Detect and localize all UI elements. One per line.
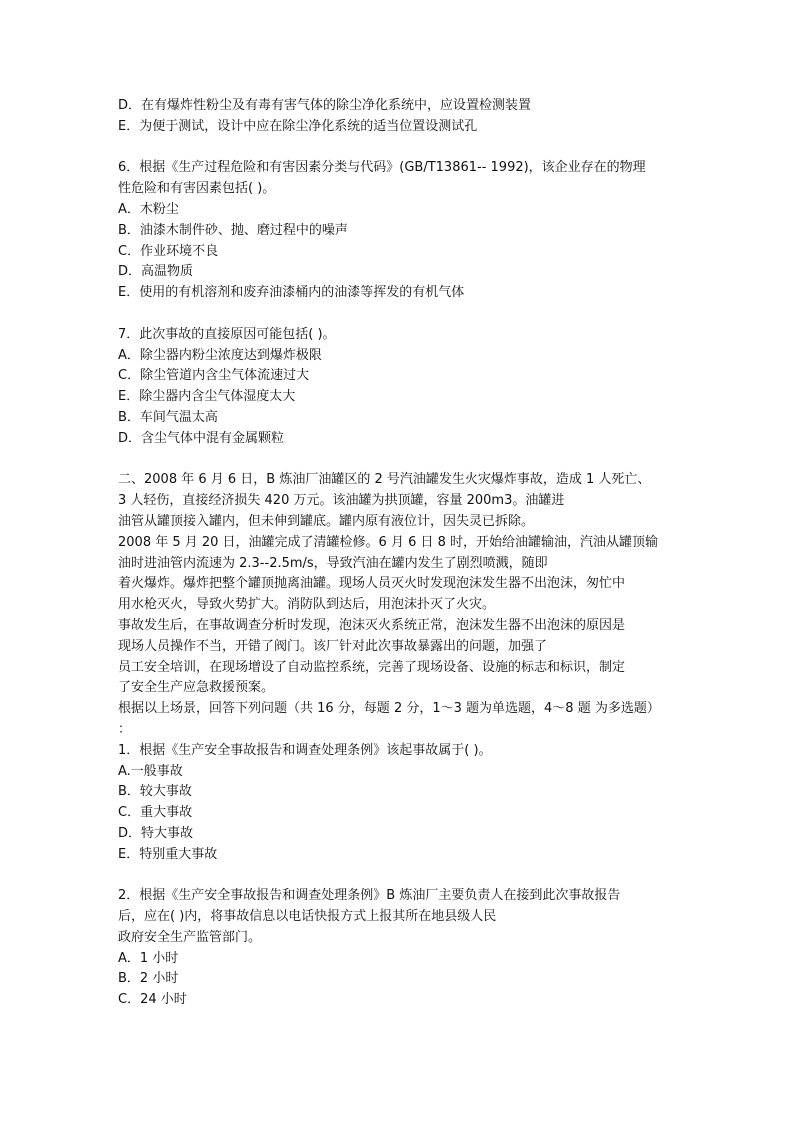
text-line: 2．根据《生产安全事故报告和调查处理条例》B 炼油厂主要负责人在接到此次事故报告 [118, 888, 621, 904]
text-line: 1．根据《生产安全事故报告和调查处理条例》该起事故属于( )。 [118, 742, 492, 758]
text-line: E．除尘器内含尘气体湿度太大 [118, 389, 296, 405]
text-line: 根据以上场景，回答下列问题（共 16 分，每题 2 分，1～3 题为单选题，4～8 题 为多选题） [118, 701, 660, 717]
text-line: C．作业环境不良 [118, 243, 219, 259]
text-line: 事故发生后，在事故调查分析时发现，泡沫灭火系统正常，泡沫发生器不出泡沫的原因是 [118, 617, 626, 633]
text-line: 着火爆炸。爆炸把整个罐顶抛离油罐。现场人员灭火时发现泡沫发生器不出泡沫，匆忙中 [118, 576, 626, 592]
blank-line [118, 304, 688, 325]
text-line: B．车间气温太高 [118, 409, 218, 425]
text-line: 6．根据《生产过程危险和有害因素分类与代码》(GB/T13861-- 1992)，该企业存在的物理 [118, 160, 646, 176]
text-line: B．2 小时 [118, 971, 179, 987]
text-line: C．24 小时 [118, 992, 187, 1008]
text-line: C．重大事故 [118, 805, 193, 821]
text-line: ： [118, 721, 132, 737]
text-line: D．高温物质 [118, 264, 194, 280]
text-line: D．含尘气体中混有金属颗粒 [118, 430, 285, 446]
text-line: 政府安全生产监管部门。 [118, 929, 262, 945]
text-line: B．油漆木制件砂、抛、磨过程中的噪声 [118, 222, 348, 238]
text-line: 7．此次事故的直接原因可能包括( )。 [118, 326, 336, 342]
document-body [118, 96, 688, 1011]
text-line: D．特大事故 [118, 825, 194, 841]
text-line: E．特别重大事故 [118, 846, 218, 862]
text-line: 性危险和有害因素包括( )。 [118, 181, 276, 197]
text-line: 油管从罐顶接入罐内，但未伸到罐底。罐内原有液位计，因失灵已拆除。 [118, 513, 535, 529]
text-line: B．较大事故 [118, 784, 192, 800]
text-line: D．在有爆炸性粉尘及有毒有害气体的除尘净化系统中，应设置检测装置 [118, 98, 532, 113]
text-line: 了安全生产应急救援预案。 [118, 680, 275, 696]
text-line: E．为便于测试，设计中应在除尘净化系统的适当位置设测试孔 [118, 118, 478, 134]
text-line: 用水枪灭火，导致火势扩大。消防队到达后，用泡沫扑灭了火灾。 [118, 597, 496, 613]
blank-line [118, 138, 688, 159]
text-line: 二、2008 年 6 月 6 日，B 炼油厂油罐区的 2 号汽油罐发生火灾爆炸事故，造成 1 人死亡、 [118, 472, 651, 488]
blank-line [118, 865, 688, 886]
text-line: 员工安全培训，在现场增设了自动监控系统，完善了现场设备、设施的标志和标识，制定 [118, 659, 626, 675]
text-line: C．除尘管道内含尘气体流速过大 [118, 368, 310, 384]
text-line: 2008 年 5 月 20 日，油罐完成了清罐检修。6 月 6 日 8 时，开始给油罐输油，汽油从罐顶输 [118, 534, 659, 550]
text-line: 油时进油管内流速为 2.3--2.5m/s，导致汽油在罐内发生了剧烈喷溅，随即 [118, 555, 548, 571]
text-line: A．木粉尘 [118, 201, 179, 217]
text-line: A．除尘器内粉尘浓度达到爆炸极限 [118, 347, 322, 363]
blank-line [118, 450, 688, 471]
text-line: E．使用的有机溶剂和废弃油漆桶内的油漆等挥发的有机气体 [118, 285, 465, 301]
text-line: 现场人员操作不当，开错了阀门。该厂针对此次事故暴露出的问题，加强了 [118, 638, 548, 654]
text-line: A．1 小时 [118, 950, 179, 966]
text-line: 后，应在( )内，将事故信息以电话快报方式上报其所在地县级人民 [118, 909, 497, 925]
text-line: A.一般事故 [118, 763, 183, 779]
text-line: 3 人轻伤，直接经济损失 420 万元。该油罐为拱顶罐，容量 200m3。油罐进 [118, 493, 565, 509]
